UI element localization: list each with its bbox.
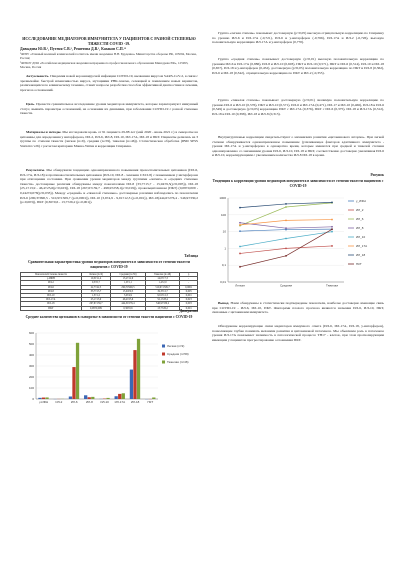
bar-x-tick: γ-ИФН [39,400,49,404]
line-y-tick: 0,1 [221,263,226,268]
line-legend-label: ИЛ_17А [356,244,368,248]
table-cell: 19,3±12,7 [145,289,180,293]
bar [137,339,140,399]
line-point [331,228,333,230]
table-cell: 290,3±990,5 [111,285,146,289]
section-conclusion: Вывод. Нами обнаружены в статистически подтверждены показатели, наиболее достоверно имеющие связь при COVID-19 - ИЛ-6, ИЛ-10, ПКТ. Факторами плохого прогноза являются значения ИЛ-6, ИЛ-10, ПКТ, связанные с цитокинами иммунитета. [212,301,384,315]
table-cell: 1,3±1,2 [81,294,110,298]
conclusion-2: Обнаружены коррелирующие связи медиаторов иммунного ответа (ИЛ-6, ИЛ-17А, ИЛ-18, у-интерферон), позволяющие глубже понимать механизм развития и цитокиновой патогенеза. Мы объясняем роль в патогенезе уровня ИЛ-17А показывает значимость в патологической процессе ТН17 - клеток, при этом прогнозирующим имеющим у пациентов прогрессирование осложнения ПКТ. [212,324,384,342]
figure-caption: Тенденция к корреляции уровня медиаторов иммунитета в зависимости от степени тяжести пациентов с COVID-19 [212,179,384,188]
table-cell: 444,6±276,4 [111,302,146,306]
line-point [331,226,333,228]
line-chart [212,192,384,294]
line-point [331,202,333,204]
mediators-table [20,272,198,311]
table-cell: ИЛ-2 [21,281,82,285]
line-y-tick: 1 [224,246,226,251]
table-cell: ИЛ-10 [21,294,82,298]
bar-x-tick: ИЛ-17А [114,400,126,404]
line-point [239,246,241,248]
table-cell: 15,94±9,5 [111,289,146,293]
bar [133,350,136,399]
line-point [239,266,241,268]
section-goal: Цель. Провести сравнительное исследование уровня медиаторов иммунитета, которые характеризуют иммунный статус, выявить параметры осложнений, на основании их динамики, при заболевании COVID-19 с разной степенью тяжести. [20,102,198,116]
table-cell: 52,1±28,4 [145,298,180,302]
bar [76,343,79,399]
table-cell: 33,7±15,7 [81,289,110,293]
section-relevance: Актуальность. Пандемия новой коронавирусной инфекции COVID-19, вызванная вирусом SARS-CoV-2, в связи с чрезвычайно быстрой изменчивостью вируса, мутациями РНК-генома, селекцией и появлением новых вариантов, различающихся по клиническому течению, ставит вопросы разработки способов эффективной диагностики и лечения, прогноза осложнений. [20,74,198,92]
bar [84,395,87,399]
line-point [285,227,287,229]
bar-chart [20,327,198,415]
line-legend-label: ИЛ_10 [356,235,366,239]
paper-title: ИССЛЕДОВАНИЕ МЕДИАТОРОВ ИММУНИТЕТА У ПАЦИЕНТОВ С РАЗНОЙ СТЕПЕНЬЮ ТЯЖЕСТИ COVID -19. [22,36,196,46]
table-cell: 1,4±2,0 [145,281,180,285]
line-point [239,224,241,226]
line-legend-label: ПКТ [356,262,362,266]
line-point [331,219,333,221]
line-point [285,255,287,257]
table-label: Таблица [184,254,198,258]
bar [115,396,118,399]
table-wrapper [20,272,198,311]
table-cell: ИЛ-17А [21,298,82,302]
corr-light: Группа «легкая степень» показывает достоверную (р<0,05) высокую отрицательную корреляцию по Спирмену по уровню ИЛ-6 и ИЛ-17A (-0,721), ИЛ-6 и у-интерферон (-0,766), ИЛ-17А и ИЛ-2 (-0,726), высокую положительную корреляцию ИЛ-17А и у-интерферон (0,770). [212,31,384,45]
bar [88,397,91,399]
bar [130,370,133,399]
line-point [239,222,241,224]
table-cell: ИЛ-6 [21,285,82,289]
affiliation-1: ¹ФГБУ «Главный военный клинический госпиталь имени академика Н.Н. Бурденко» Министерства обороны РФ, 105094, Москва, Россия; [20,52,197,61]
bar-y-tick: 200 [28,375,34,379]
bar [69,397,72,399]
table-cell: 0,001 [180,306,198,310]
table-cell: 0,36±0,6 [111,306,146,310]
line-y-tick: 1000 [219,196,226,200]
line-legend-label: ИЛ_6 [356,217,364,221]
table-cell: 3,9±4,9 [111,294,146,298]
table-cell: 0,003 [180,302,198,306]
table-cell: 267,6±159,7 [81,302,110,306]
line-x-tick: Легкая [235,283,245,288]
diagram-caption: Среднее количество цитокинов в сыворотке в зависимости от степени тяжести пациентов с COVID-19 [25,315,193,319]
section-results: Результаты. Мы обнаружили тенденцию однонаправленного повышения провоспалительных цитокинов (ИЛ-6, ИЛ-17А, ИЛ-18) и противовоспалительных цитокинов (ИЛ-10, ИЛ-8 - хемокин CXCL8) с повышением у интерферона при отягощении состояния. При сравнении уровня медиаторов между группами «легких» и «средних степенью тяжести» достоверные различия обнаружены между показателями ИЛ-8 (33,7±15,7 - 15,94±9,5(р<0,005)), ИЛ-18 (25,1±13,9 - 46,4±25,6(р<0,023)), ИЛ-18 (267,6±159,7 - 498,9±258,1(р<0,019)), прокальцитонином (ПКТ) (0,08±0,009 - 0,242±0,078(р<0,033)). Между «средней» и «тяжелой степенью» достоверные различия наблюдались по показателям ИЛ-6 (290,3±990,5 - 510,9±1509,7 (р=0,0001)), ИЛ-10 (3,9±4,9 - 9,91±12,3 (р=0,001)), ИЛ-18(444,6±276,4 - 546,9±330,2 (р=0,003)), ПКТ (0,36±0,6 - 13,7±26,2 (р=0,001)). [20,168,198,205]
diagram-label: Диаграмма [179,309,198,313]
table-cell: ПКТ [21,306,82,310]
line-point [239,253,241,255]
bar [38,398,41,399]
table-cell: ИЛ-18 [21,302,82,306]
table-header-cell: Легкая (n=9) [81,273,110,277]
bar-legend-swatch [162,361,165,364]
table-cell: 510,9±1509,7 [145,285,180,289]
bar-x-tick: ИЛ-2 [55,400,63,404]
table-cell: 0,5±0,7 [81,281,110,285]
bar-x-tick: ПКТ [147,400,154,404]
table-cell: 0,023 [180,298,198,302]
line-point [239,207,241,209]
line-point [285,203,287,205]
figure-label: Рисунок [370,173,384,177]
table-cell: 546,9±330,2 [145,302,180,306]
paper-authors: Давыдова Ю.В.¹, Путеня С.В.², Решетова Д.В.¹, Казаков С.П.¹² [20,47,126,51]
corr-discussion: Внутригрупповые корреляции свидетельствуют о механизмах развития «цитокинового шторма». При легкой степени обнаруживается однонаправленное повышение (усиливающее факторов адаптивного иммунитета - уровня ИЛ-17А и у-интерферона в однократно время, которые меняются при средней и тяжелой степени однонаправленно со значениями уровня ИЛ-6, ИЛ-10, ИЛ-18 и ПКТ, соответственно достоверно увеличивая ИЛ-6 и ИЛ-10, коррелирующими с увеличением количества ИЛ-8 ИЛ-18 в крови. [212,135,384,158]
bar [152,397,155,399]
bar [42,398,45,399]
bar-x-tick: ИЛ-10 [100,400,109,404]
bar-legend-swatch [162,345,165,348]
bar-y-tick: 600 [28,331,34,335]
line-legend-label: ИЛ_8 [356,226,364,230]
table-caption: Сравнительная характеристика уровня медиаторов иммунитета в зависимости от степени тяжести пациентов с COVID-19 [28,260,190,269]
bar-y-tick: 100 [28,386,34,390]
section-methods: Материалы и методы. Мы исследовали кровь от 91 пациента 29-88 лет (май 2020 - июнь 2021 г.) в сыворотке на цитокины для определения у интерферона, ИЛ-2, ИЛ-6, ИЛ-8, ИЛ-10, ИЛ-17А, ИЛ-18 и ПКТ. Пациенты делились на 3 группы по степени тяжести (легкая (n=9), средняя (n=59), тяжелая (n=46)). Статистическая обработка (IBM SPSS Statistics v26) с расчетом критериев Манна-Уитни и корреляции Спирмена. [20,130,198,148]
table-cell: 1,0±1,1 [111,281,146,285]
table-header-cell: Тяжелая (n=46) [145,273,180,277]
line-point [285,238,287,240]
bar-legend-label: Легкая (n=9) [167,344,185,348]
table-cell: 46,4±25,6 [111,298,146,302]
bar [118,394,121,399]
table-body [21,277,198,311]
table-cell: 22,7±42,5 [81,285,110,289]
table-cell: 0,0001 [180,285,198,289]
table-cell: 9,91±12,3 [145,294,180,298]
table-cell: ИЛ-8 [21,289,82,293]
bar-legend-swatch [162,353,165,356]
bar-y-tick: 0 [32,397,34,401]
bar [106,398,109,399]
line-series [240,246,332,254]
bar-legend-label: Средняя (n=59) [167,352,189,356]
line-x-tick: Средняя [279,283,293,288]
bar-y-tick: 500 [28,342,34,346]
line-legend-label: ИЛ_18 [356,253,366,257]
table-cell: γ-ИФН [21,277,82,281]
bar [72,367,75,399]
bar-legend-label: Тяжелая (n=46) [167,360,189,364]
affiliation-2: ²ФГБОУ ДПО «Российская медицинская академия непрерывного профессионального образования Минздрава РФ», 125993, Москва, Россия [20,61,189,70]
table-cell: 0,005 [180,289,198,293]
bar-x-tick: ИЛ-6 [70,400,78,404]
bar-y-tick: 300 [28,364,34,368]
table-cell: 0,08±0,009 [81,306,110,310]
bar [45,397,48,399]
table-cell: 0,001 [180,294,198,298]
line-point [285,206,287,208]
line-legend-label: у_ИФН [356,199,366,203]
line-point [239,230,241,232]
line-point [331,231,333,233]
bar [122,393,125,399]
table-cell: 14,0±17,3 [145,277,180,281]
line-y-tick: 100 [220,212,226,217]
table-header-cell: р [180,273,198,277]
table-cell: 13,2±12,9 [111,277,146,281]
line-y-tick: 10 [222,229,226,234]
table-cell: 10,6±11,4 [81,277,110,281]
line-y-tick: 0,01 [220,280,226,284]
table-header-cell: Средняя (n=59) [111,273,146,277]
line-point [285,248,287,250]
line-point [331,245,333,247]
table-cell: - [180,277,198,281]
table-cell: - [180,281,198,285]
line-x-tick: Тяжелая [326,283,338,288]
table-cell: 13,7±26,2 [145,306,180,310]
table-header-cell: Показатели\Степень тяжести [21,273,82,277]
bar-y-tick: 400 [28,353,34,357]
bar [91,397,94,399]
table-cell: 25,1±13,9 [81,298,110,302]
line-point [285,220,287,222]
line-legend-label: ИЛ_2 [356,208,364,212]
bar-x-tick: ИЛ-18 [130,400,140,404]
corr-medium: Группа «средняя степень» показывает достоверную (р<0,01) высокую положительную корреляцию по уровням ИЛ-6 и ИЛ-17А (0,886), ИЛ-8 и ИЛ-10 (0,603), ПКТ и ИЛ-10 (0,571), ПКТ и ИЛ-6 (0,514), ИЛ-10 и ИЛ-18 (0,657), ИЛ-18 и у-интерферон (0,452), достоверную (р<0,05) положительную корреляцию по ПКТ и ИЛ-8 (0,362), ИЛ-6 и ИЛ-18 (0,342), отрицательную корреляцию по ПКТ и ИЛ-2 (-0,355). [212,57,384,75]
corr-severe: Группа «тяжелая степень» показывает достоверную (р<0,01) значимую положительную корреляцию по уровню ИЛ-6 и ИЛ-10 (0,576), ПКТ и ИЛ-10 (0,571), ИЛ-6 и ИЛ-17A (0,471), ИЛ-17 и ИЛ-10 (0,466), ИЛ-18 и ИЛ-6 (0,549) и достоверную (р<0,05) корреляцию ПКТ с ИЛ-17А (0,376), ПКТ с ИЛ-6 (0,375), ИЛ-18 и ИЛ-17А (0,312), ИЛ-18 и ИЛ-10 (0,398), ИЛ-18 и ИЛ-8 (0,313). [212,98,384,116]
bar-x-tick: ИЛ-8 [85,400,93,404]
